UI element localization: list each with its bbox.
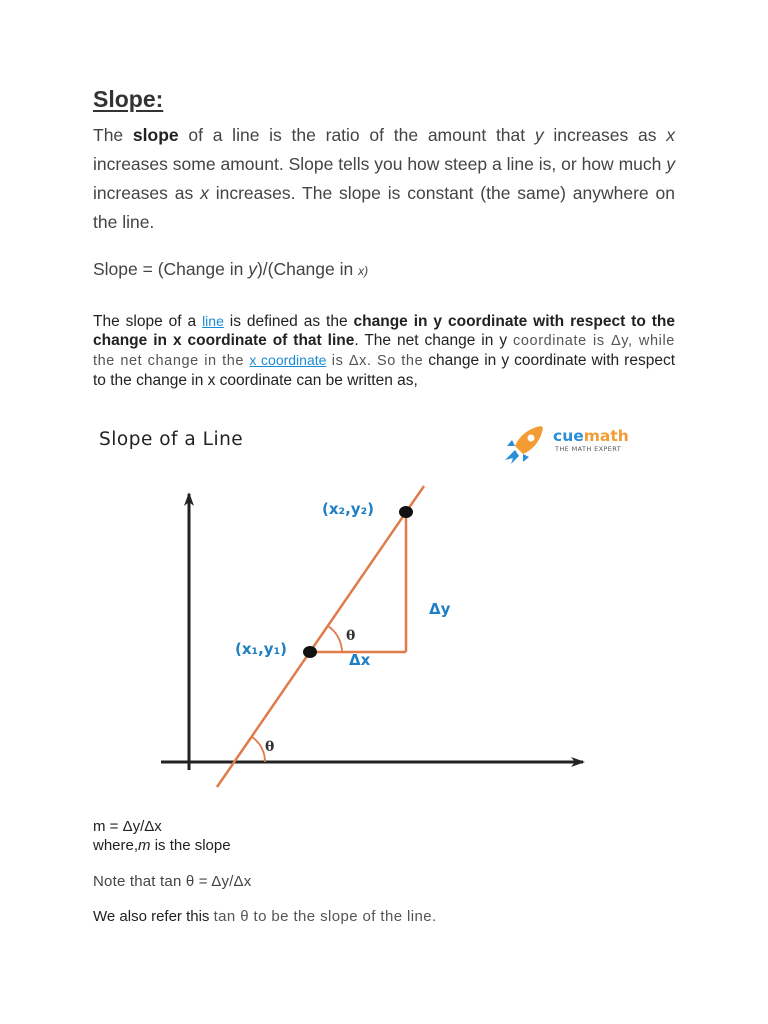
x-coordinate-link[interactable]: x coordinate: [249, 352, 327, 368]
lower-angle-arc: [252, 737, 265, 762]
diagram-title: Slope of a Line: [99, 429, 244, 450]
slope-formula: Slope = (Change in y)/(Change in x): [93, 259, 369, 279]
slope-diagram: [93, 420, 675, 800]
point-2-label: (x₂,y₂): [322, 500, 375, 518]
brand-name-cue: cue: [553, 427, 584, 445]
delta-y-label: Δy: [429, 600, 451, 618]
slope-equation: m = Δy/Δx: [93, 818, 162, 835]
point-1: [303, 646, 317, 658]
cuemath-logo: [505, 426, 629, 464]
line-link[interactable]: line: [202, 313, 224, 329]
brand-name-math: math: [583, 427, 629, 445]
page-heading: Slope:: [93, 86, 164, 112]
point-1-label: (x₁,y₁): [235, 640, 288, 658]
slope-line: [217, 486, 424, 787]
slope-explanation-paragraph: The slope of a line is defined as the change in y coordinate with respect to the change in x coordinate of that line. The net change in y coordinate is Δy, while the net change in the x coordinate is Δx. So the change in y coordinate with respect to the change in x coordinate can be written as,: [93, 313, 676, 389]
delta-x-label: Δx: [349, 651, 371, 669]
rocket-icon: [505, 426, 543, 464]
slope-equation-where: where,m is the slope: [93, 837, 231, 854]
theta-lower-label: θ: [265, 739, 275, 755]
theta-upper-label: θ: [346, 628, 356, 644]
tan-theta-note: Note that tan θ = Δy/Δx: [93, 873, 252, 890]
tan-theta-slope-statement: We also refer this tan θ to be the slope of the line.: [93, 908, 437, 925]
point-2: [399, 506, 413, 518]
brand-tagline: THE MATH EXPERT: [555, 445, 622, 453]
upper-angle-arc: [328, 626, 342, 652]
svg-text:cuemath: [553, 427, 629, 445]
slope-term: slope: [132, 125, 179, 145]
slope-definition-paragraph: The slope of a line is the ratio of the amount that y increases as x increases some amount. Slope tells you how steep a line is, or how much y increases as x increases. The slope is constant (the same) anywhere on the line.: [93, 125, 675, 232]
